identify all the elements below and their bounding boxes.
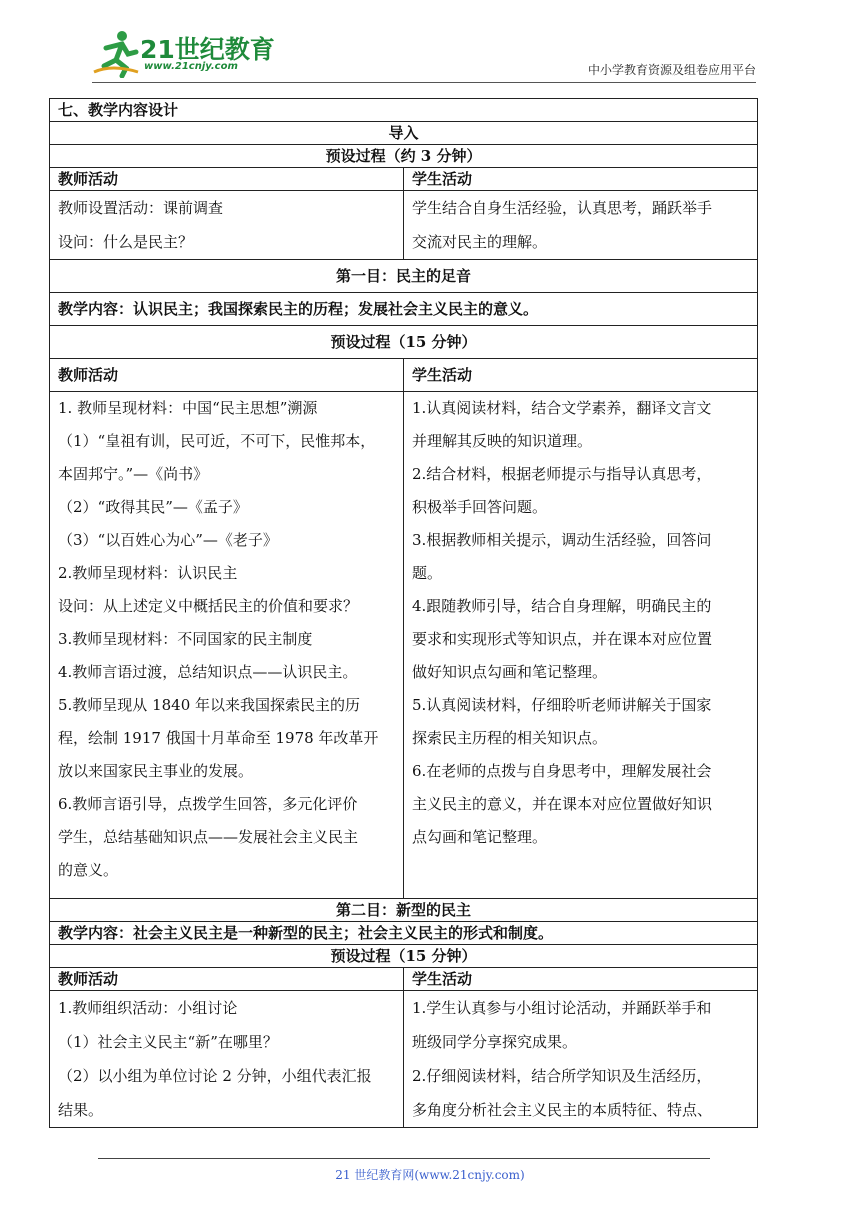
text-line: 2.仔细阅读材料，结合所学知识及生活经历， bbox=[412, 1067, 712, 1085]
text-line: 结果。 bbox=[58, 1101, 104, 1119]
text-line: （1）社会主义民主“新”在哪里？ bbox=[58, 1033, 278, 1051]
intro-student-head: 学生活动 bbox=[404, 168, 758, 191]
text-line: 4.跟随教师引导，结合自身理解，明确民主的 bbox=[412, 597, 712, 615]
part1-title: 第一目：民主的足音 bbox=[50, 260, 758, 293]
intro-teacher-head: 教师活动 bbox=[50, 168, 404, 191]
part2-teacher-head: 教师活动 bbox=[50, 968, 404, 991]
footer-divider bbox=[98, 1158, 710, 1159]
text-line: 4.教师言语过渡，总结知识点——认识民主。 bbox=[58, 663, 358, 681]
text-line: 探索民主历程的相关知识点。 bbox=[412, 729, 608, 747]
text-line: 设问：从上述定义中概括民主的价值和要求？ bbox=[58, 597, 359, 615]
text-line: 多角度分析社会主义民主的本质特征、特点、 bbox=[412, 1101, 713, 1119]
section-title-row bbox=[50, 99, 758, 122]
platform-name: 中小学教育资源及组卷应用平台 bbox=[587, 63, 756, 77]
text-line: 1. 教师呈现材料：中国“民主思想”溯源 bbox=[58, 399, 318, 417]
lesson-design-table bbox=[49, 98, 758, 1128]
footer-link[interactable]: 21 世纪教育网(www.21cnjy.com) bbox=[335, 1168, 525, 1182]
text-line: 学生，总结基础知识点——发展社会主义民主 bbox=[58, 828, 359, 846]
part2-teacher-cell bbox=[50, 991, 404, 1128]
part2-content: 教学内容：社会主义民主是一种新型的民主；社会主义民主的形式和制度。 bbox=[50, 922, 758, 945]
text-line: 放以来国家民主事业的发展。 bbox=[58, 762, 254, 780]
text-line: 3.根据教师相关提示，调动生活经验，回答问 bbox=[412, 531, 712, 549]
text-line: 交流对民主的理解。 bbox=[412, 233, 548, 251]
text-line: 设问：什么是民主？ bbox=[58, 233, 194, 251]
intro-student-cell bbox=[404, 191, 758, 260]
text-line: 点勾画和笔记整理。 bbox=[412, 828, 548, 846]
text-line: 1.教师组织活动：小组讨论 bbox=[58, 999, 238, 1017]
text-line: 积极举手回答问题。 bbox=[412, 498, 548, 516]
part2-student-head: 学生活动 bbox=[404, 968, 758, 991]
text-line: 的意义。 bbox=[58, 861, 119, 879]
text-line: 并理解其反映的知识道理。 bbox=[412, 432, 593, 450]
page-header bbox=[0, 0, 860, 96]
text-line: 程，绘制 1917 俄国十月革命至 1978 年改革开 bbox=[58, 729, 379, 747]
part1-teacher-head: 教师活动 bbox=[50, 359, 404, 392]
text-line: 主义民主的意义，并在课本对应位置做好知识 bbox=[412, 795, 713, 813]
part1-process: 预设过程（15 分钟） bbox=[50, 326, 758, 359]
part1-student-head: 学生活动 bbox=[404, 359, 758, 392]
part2-title: 第二目：新型的民主 bbox=[50, 899, 758, 922]
logo bbox=[92, 28, 275, 84]
text-line: 3.教师呈现材料：不同国家的民主制度 bbox=[58, 630, 313, 648]
text-line: 题。 bbox=[412, 564, 443, 582]
text-line: （2）“政得其民”—《孟子》 bbox=[58, 498, 248, 516]
part1-student-cell bbox=[404, 392, 758, 899]
text-line: 做好知识点勾画和笔记整理。 bbox=[412, 663, 608, 681]
text-line: 2.教师呈现材料：认识民主 bbox=[58, 564, 238, 582]
text-line: （2）以小组为单位讨论 2 分钟，小组代表汇报 bbox=[58, 1067, 372, 1085]
text-line: 学生结合自身生活经验，认真思考，踊跃举手 bbox=[412, 199, 713, 217]
part1-teacher-cell bbox=[50, 392, 404, 899]
text-line: 本固邦宁。”—《尚书》 bbox=[58, 465, 209, 483]
text-line: （3）“以百姓心为心”—《老子》 bbox=[58, 531, 278, 549]
text-line: 5.认真阅读材料，仔细聆听老师讲解关于国家 bbox=[412, 696, 712, 714]
part2-student-cell bbox=[404, 991, 758, 1128]
text-line: 1.学生认真参与小组讨论活动，并踊跃举手和 bbox=[412, 999, 712, 1017]
intro-process: 预设过程（约 3 分钟） bbox=[50, 145, 758, 168]
runner-logo-icon bbox=[92, 28, 140, 78]
text-line: 1.认真阅读材料，结合文学素养，翻译文言文 bbox=[412, 399, 712, 417]
header-divider bbox=[92, 82, 756, 83]
text-line: 5.教师呈现从 1840 年以来我国探索民主的历 bbox=[58, 696, 361, 714]
intro-title: 导入 bbox=[50, 122, 758, 145]
logo-url: www.21cnjy.com bbox=[144, 61, 238, 72]
part2-process: 预设过程（15 分钟） bbox=[50, 945, 758, 968]
part1-content: 教学内容：认识民主；我国探索民主的历程；发展社会主义民主的意义。 bbox=[50, 293, 758, 326]
text-line: （1）“皇祖有训，民可近，不可下，民惟邦本， bbox=[58, 432, 376, 450]
text-line: 6.教师言语引导，点拨学生回答，多元化评价 bbox=[58, 795, 358, 813]
text-line: 要求和实现形式等知识点，并在课本对应位置 bbox=[412, 630, 713, 648]
intro-teacher-cell bbox=[50, 191, 404, 260]
section-title: 七、教学内容设计 bbox=[50, 99, 758, 122]
text-line: 班级同学分享探究成果。 bbox=[412, 1033, 578, 1051]
text-line: 6.在老师的点拨与自身思考中，理解发展社会 bbox=[412, 762, 712, 780]
text-line: 教师设置活动：课前调查 bbox=[58, 199, 224, 217]
text-line: 2.结合材料，根据老师提示与指导认真思考， bbox=[412, 465, 712, 483]
logo-text: 21世纪教育 bbox=[140, 35, 275, 64]
